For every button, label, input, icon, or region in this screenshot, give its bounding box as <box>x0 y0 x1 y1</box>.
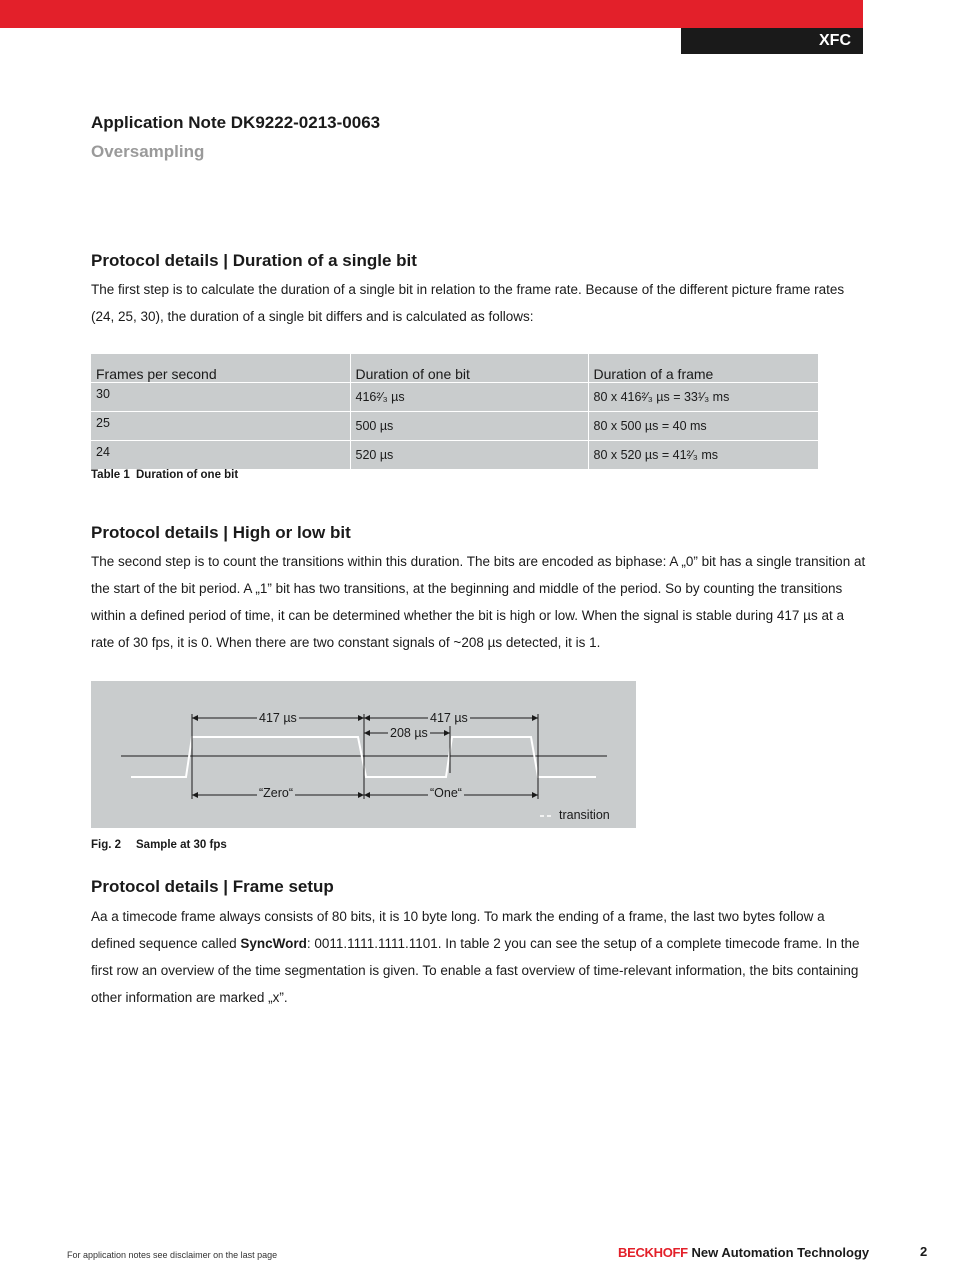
column-header: Duration of one bit <box>350 354 588 383</box>
table-cell: 80 x 500 µs = 40 ms <box>588 412 818 441</box>
section-text-frame-setup <box>91 903 866 1011</box>
figure-caption-text: Sample at 30 fps <box>136 839 227 851</box>
table-cell: 500 µs <box>350 412 588 441</box>
label-417-first: 417 µs <box>259 711 297 725</box>
table-caption-text: Duration of one bit <box>136 469 239 481</box>
brand-footer <box>618 1245 869 1260</box>
section-heading-duration: Protocol details | Duration of a single bit <box>91 251 417 270</box>
column-header: Duration of a frame <box>588 354 818 383</box>
table-cell: 80 x 520 µs = 41²⁄₃ ms <box>588 441 818 470</box>
table-cell: 416²⁄₃ µs <box>350 383 588 412</box>
label-208: 208 µs <box>390 726 428 740</box>
table-cell: 520 µs <box>350 441 588 470</box>
section-heading-frame-setup: Protocol details | Frame setup <box>91 877 334 896</box>
top-red-bar <box>0 0 863 28</box>
table-row <box>91 412 818 441</box>
frame-setup-text-part: : 0011.1111.1111.1101. In table 2 you can see the setup of a complete timecode frame. In the first row an overview of the time segmentation is given. To enable a fast overview of time-relevant information, the bits containing other information are marked „x”. <box>91 936 860 1005</box>
table-cell: 25 <box>91 412 350 441</box>
document-subtitle: Oversampling <box>91 142 205 161</box>
label-zero: “Zero“ <box>259 786 294 800</box>
label-417-second: 417 µs <box>430 711 468 725</box>
table-row <box>91 383 818 412</box>
table-cell: 30 <box>91 383 350 412</box>
table-cell: 24 <box>91 441 350 470</box>
frame-setup-text-part: Aa a timecode frame always consists of 80 bits, it is 10 byte long. To mark the ending of a frame, the last two bytes follow a defined sequence called <box>91 909 825 951</box>
section-text-high-low: The second step is to count the transitions within this duration. The bits are encoded as biphase: A „0” bit has a single transition at the start of the bit period. A „1” bit has two transitions, at the beginning and middle of the period. So by counting the transitions within a defined period of time, it can be determined whether the bit is high or low. When the signal is stable during 417 µs at a rate of 30 fps, it is 0. When there are two constant signals of ~208 µs detected, it is 1. <box>91 554 866 650</box>
table-caption <box>91 469 238 481</box>
figure-caption <box>91 839 227 851</box>
footer-disclaimer: For application notes see disclaimer on the last page <box>67 1250 278 1260</box>
figure-caption-number: Fig. 2 <box>91 839 122 851</box>
brand-tagline: New Automation Technology <box>691 1245 870 1260</box>
table-header-row <box>91 354 818 383</box>
section-text-duration: The first step is to calculate the duration of a single bit in relation to the frame rate. Because of the different picture frame rates (24, 25, 30), the duration of a single bit differs and is calculated as follows: <box>91 282 845 324</box>
xfc-tab: XFC <box>681 28 863 54</box>
syncword-term: SyncWord <box>240 936 307 951</box>
signal-diagram <box>91 681 636 828</box>
duration-table <box>91 354 818 469</box>
label-one: “One“ <box>430 786 462 800</box>
table-cell: 80 x 416²⁄₃ µs = 33¹⁄₃ ms <box>588 383 818 412</box>
section-heading-high-low: Protocol details | High or low bit <box>91 523 351 542</box>
document-title: Application Note DK9222-0213-0063 <box>91 113 381 132</box>
biphase-signal-figure <box>91 681 636 828</box>
legend-transition-label: transition <box>559 808 610 822</box>
table-row <box>91 441 818 470</box>
beckhoff-logo: BECKHOFF <box>618 1245 688 1260</box>
column-header: Frames per second <box>91 354 350 383</box>
table-caption-number: Table 1 <box>91 469 130 481</box>
page-number: 2 <box>920 1244 928 1259</box>
